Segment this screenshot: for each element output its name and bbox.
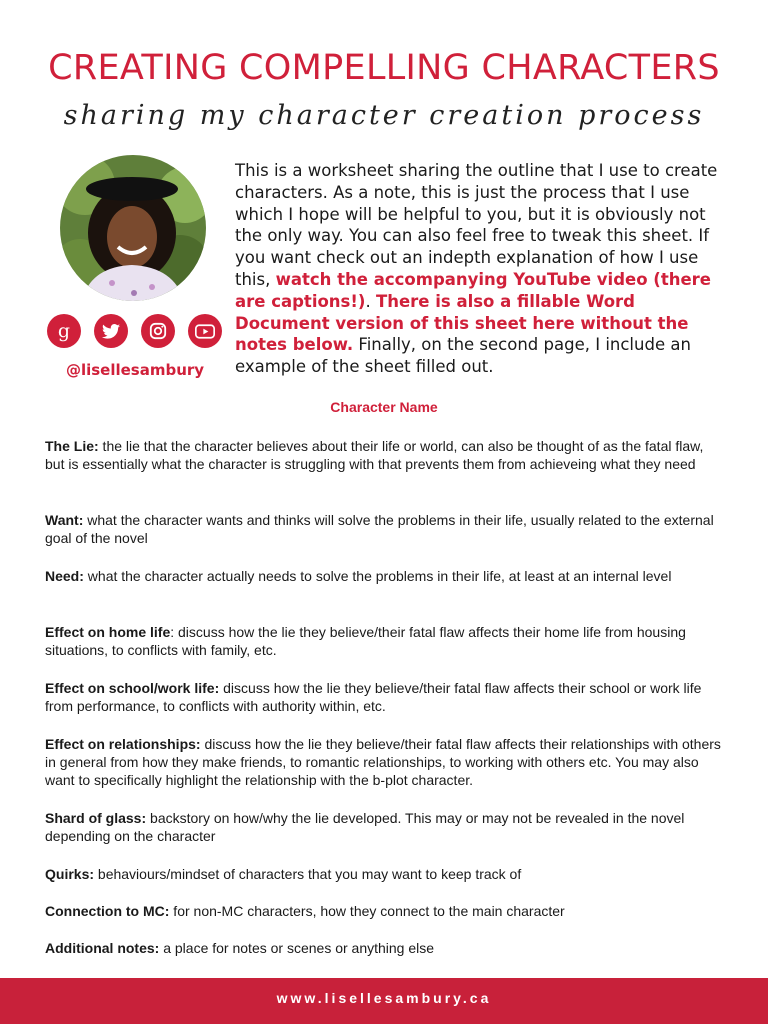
field-description: for non-MC characters, how they connect to the main character bbox=[169, 903, 565, 919]
field-label: Effect on home life bbox=[45, 624, 171, 640]
youtube-icon[interactable] bbox=[188, 314, 222, 348]
field-description: what the character actually needs to solve the problems in their life, at least at an internal level bbox=[83, 568, 672, 584]
goodreads-icon[interactable] bbox=[47, 314, 81, 348]
footer-bar bbox=[0, 978, 768, 1024]
field-description: the lie that the character believes about their life or world, can also be thought of as the fatal flaw, but is essentially what the character is struggling with that prevents them from achieveing what they need bbox=[45, 438, 704, 473]
instagram-icon[interactable] bbox=[141, 314, 175, 348]
field-label: Quirks: bbox=[45, 866, 95, 882]
intro-text-2: . bbox=[365, 291, 376, 311]
page-subtitle: sharing my character creation process bbox=[63, 100, 705, 131]
author-photo bbox=[60, 155, 206, 301]
field-label: Connection to MC: bbox=[45, 903, 170, 919]
field-label: The Lie: bbox=[45, 438, 99, 454]
word-document-link[interactable]: There is also a fillable Word Document version of this sheet here without the notes below. bbox=[235, 291, 689, 355]
intro-text-3: Finally, on the second page, I include an example of the sheet filled out. bbox=[235, 335, 691, 377]
field-description: what the character wants and thinks will solve the problems in their life, usually related to the external goal of the novel bbox=[45, 512, 714, 547]
field-additional-notes bbox=[45, 939, 725, 957]
social-links bbox=[47, 314, 227, 348]
field-quirks bbox=[45, 865, 725, 883]
website-link[interactable]: www.lisellesambury.ca bbox=[276, 990, 492, 1006]
youtube-play-shape bbox=[195, 324, 215, 339]
field-want bbox=[45, 511, 725, 547]
field-need bbox=[45, 567, 725, 585]
intro-paragraph bbox=[235, 160, 725, 378]
field-description: : discuss how the lie they believe/their fatal flaw affects their home life from housing situations, to conflicts with family, etc. bbox=[45, 624, 686, 659]
author-photo-illustration bbox=[60, 155, 206, 301]
field-description: discuss how the lie they believe/their fatal flaw affects their school or work life from performance, to conflicts with authority within, etc. bbox=[45, 680, 702, 715]
field-effect-relationships bbox=[45, 735, 725, 790]
field-connection-to-mc bbox=[45, 902, 725, 920]
intro-text-1: This is a worksheet sharing the outline that I use to create characters. As a note, this is just the process that I use which I hope will be helpful to you, but it is obviously not the only way. You can also feel free to tweak this sheet. If you want check out an indepth explanation of how I use this, bbox=[235, 161, 718, 289]
field-shard-of-glass bbox=[45, 809, 725, 845]
field-description: discuss how the lie they believe/their fatal flaw affects their relationships with others in general from how they make friends, to romantic relationships, to working with others etc. You may also want to specifically highlight the relationship with the b-plot character. bbox=[45, 736, 721, 789]
instagram-camera-shape bbox=[149, 322, 167, 340]
goodreads-glyph: g bbox=[57, 320, 71, 342]
character-name-heading: Character Name bbox=[330, 399, 438, 415]
field-description: behaviours/mindset of characters that you may want to keep track of bbox=[94, 866, 522, 882]
twitter-icon[interactable] bbox=[94, 314, 128, 348]
author-handle[interactable]: @lisellesambury bbox=[65, 361, 205, 379]
youtube-video-link[interactable]: watch the accompanying YouTube video (there are captions!) bbox=[235, 269, 711, 311]
field-description: a place for notes or scenes or anything else bbox=[159, 940, 435, 956]
field-description: backstory on how/why the lie developed. This may or may not be revealed in the novel depending on the character bbox=[45, 810, 685, 845]
field-label: Want: bbox=[45, 512, 84, 528]
field-effect-home-life bbox=[45, 623, 725, 659]
field-label: Need: bbox=[45, 568, 84, 584]
field-label: Additional notes: bbox=[45, 940, 160, 956]
field-label: Effect on school/work life: bbox=[45, 680, 220, 696]
field-effect-school-work-life bbox=[45, 679, 725, 715]
field-label: Effect on relationships: bbox=[45, 736, 201, 752]
page-title: CREATING COMPELLING CHARACTERS bbox=[48, 48, 720, 88]
field-label: Shard of glass: bbox=[45, 810, 147, 826]
field-the-lie bbox=[45, 437, 725, 473]
twitter-bird-shape bbox=[102, 324, 120, 339]
